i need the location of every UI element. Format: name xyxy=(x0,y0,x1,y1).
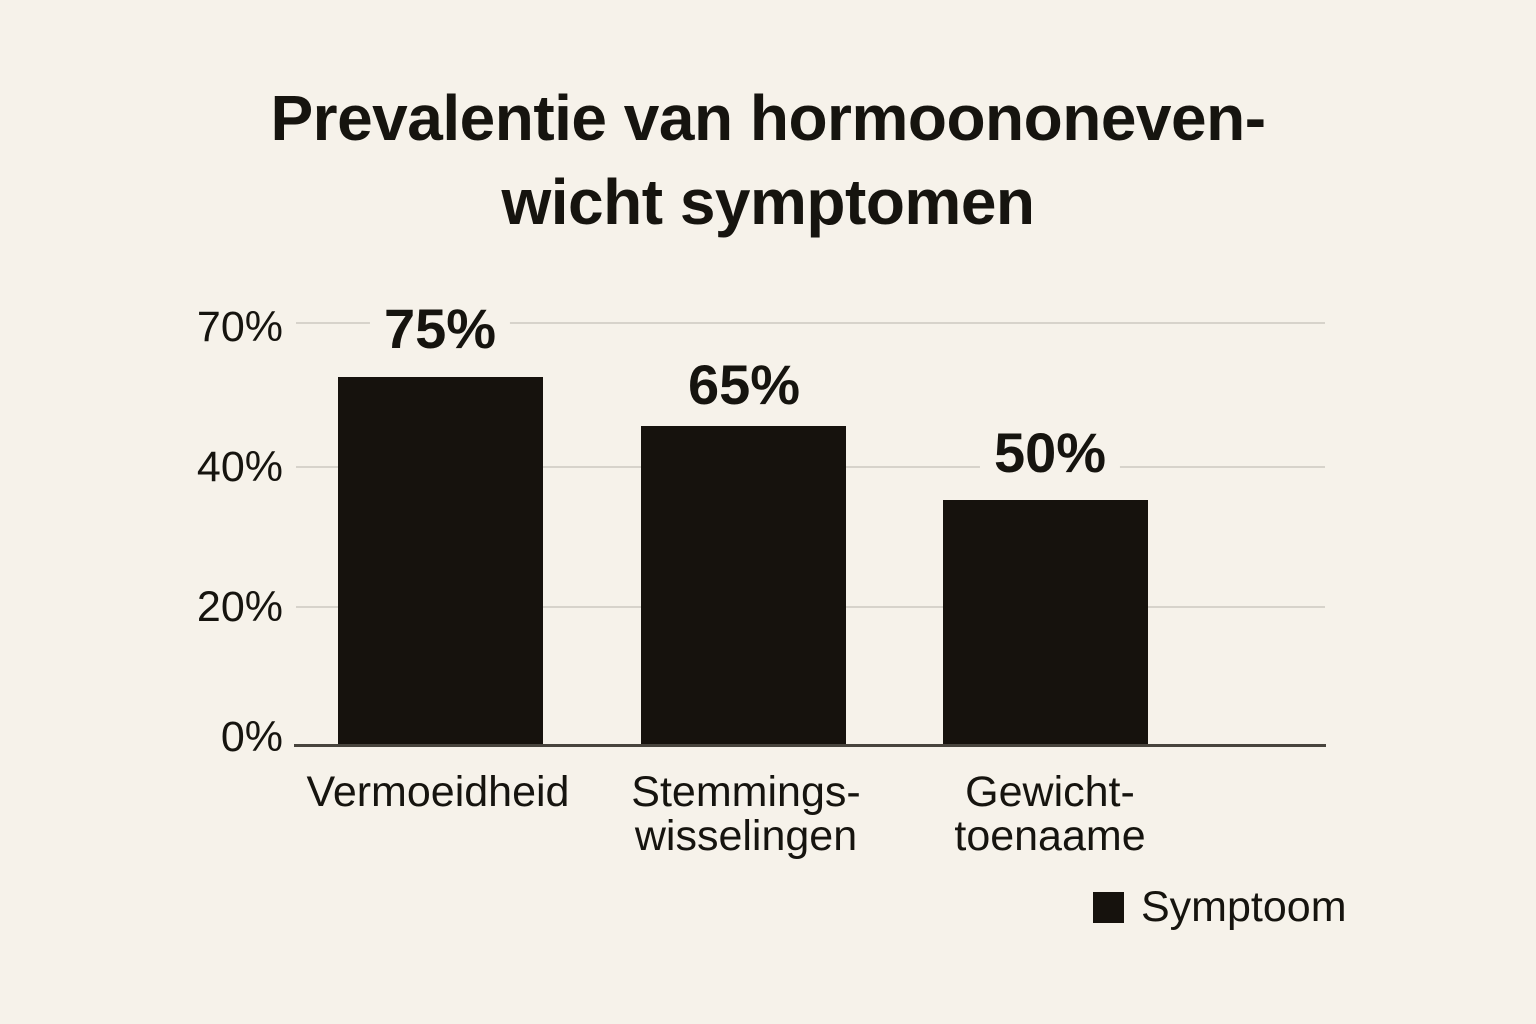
x-axis-line xyxy=(294,744,1326,747)
bar-vermoeidheid xyxy=(338,377,543,745)
legend xyxy=(1093,884,1347,930)
chart-title xyxy=(0,76,1536,244)
y-tick-40: 40% xyxy=(196,443,283,491)
x-tick-gewichttoenaame-line-2: toenaame xyxy=(954,812,1146,860)
x-tick-stemmingswisselingen-line-2: wisselingen xyxy=(634,812,858,860)
value-label-gewichttoenaame: 50% xyxy=(980,423,1120,483)
y-tick-70: 70% xyxy=(196,303,283,351)
bar-gewichttoenaame xyxy=(943,500,1148,745)
value-label-vermoeidheid: 75% xyxy=(370,299,510,359)
x-tick-gewichttoenaame-line-1: Gewicht- xyxy=(965,768,1135,816)
x-tick-stemmingswisselingen-line-1: Stemmings- xyxy=(631,768,861,816)
x-tick-vermoeidheid-line-1: Vermoeidheid xyxy=(306,768,570,816)
bar-stemmingswisselingen xyxy=(641,426,846,745)
chart-title-line-1: Prevalentie van hormoononeven- xyxy=(270,82,1266,154)
y-tick-20: 20% xyxy=(196,583,283,631)
y-tick-0: 0% xyxy=(220,713,283,761)
chart-title-line-2: wicht symptomen xyxy=(501,166,1035,238)
x-tick-stemmingswisselingen xyxy=(631,770,860,858)
legend-swatch-icon xyxy=(1093,892,1124,923)
x-tick-gewichttoenaame xyxy=(954,770,1145,858)
legend-label: Symptoom xyxy=(1141,883,1347,931)
value-label-stemmingswisselingen: 65% xyxy=(674,355,814,415)
x-tick-vermoeidheid xyxy=(307,770,570,814)
